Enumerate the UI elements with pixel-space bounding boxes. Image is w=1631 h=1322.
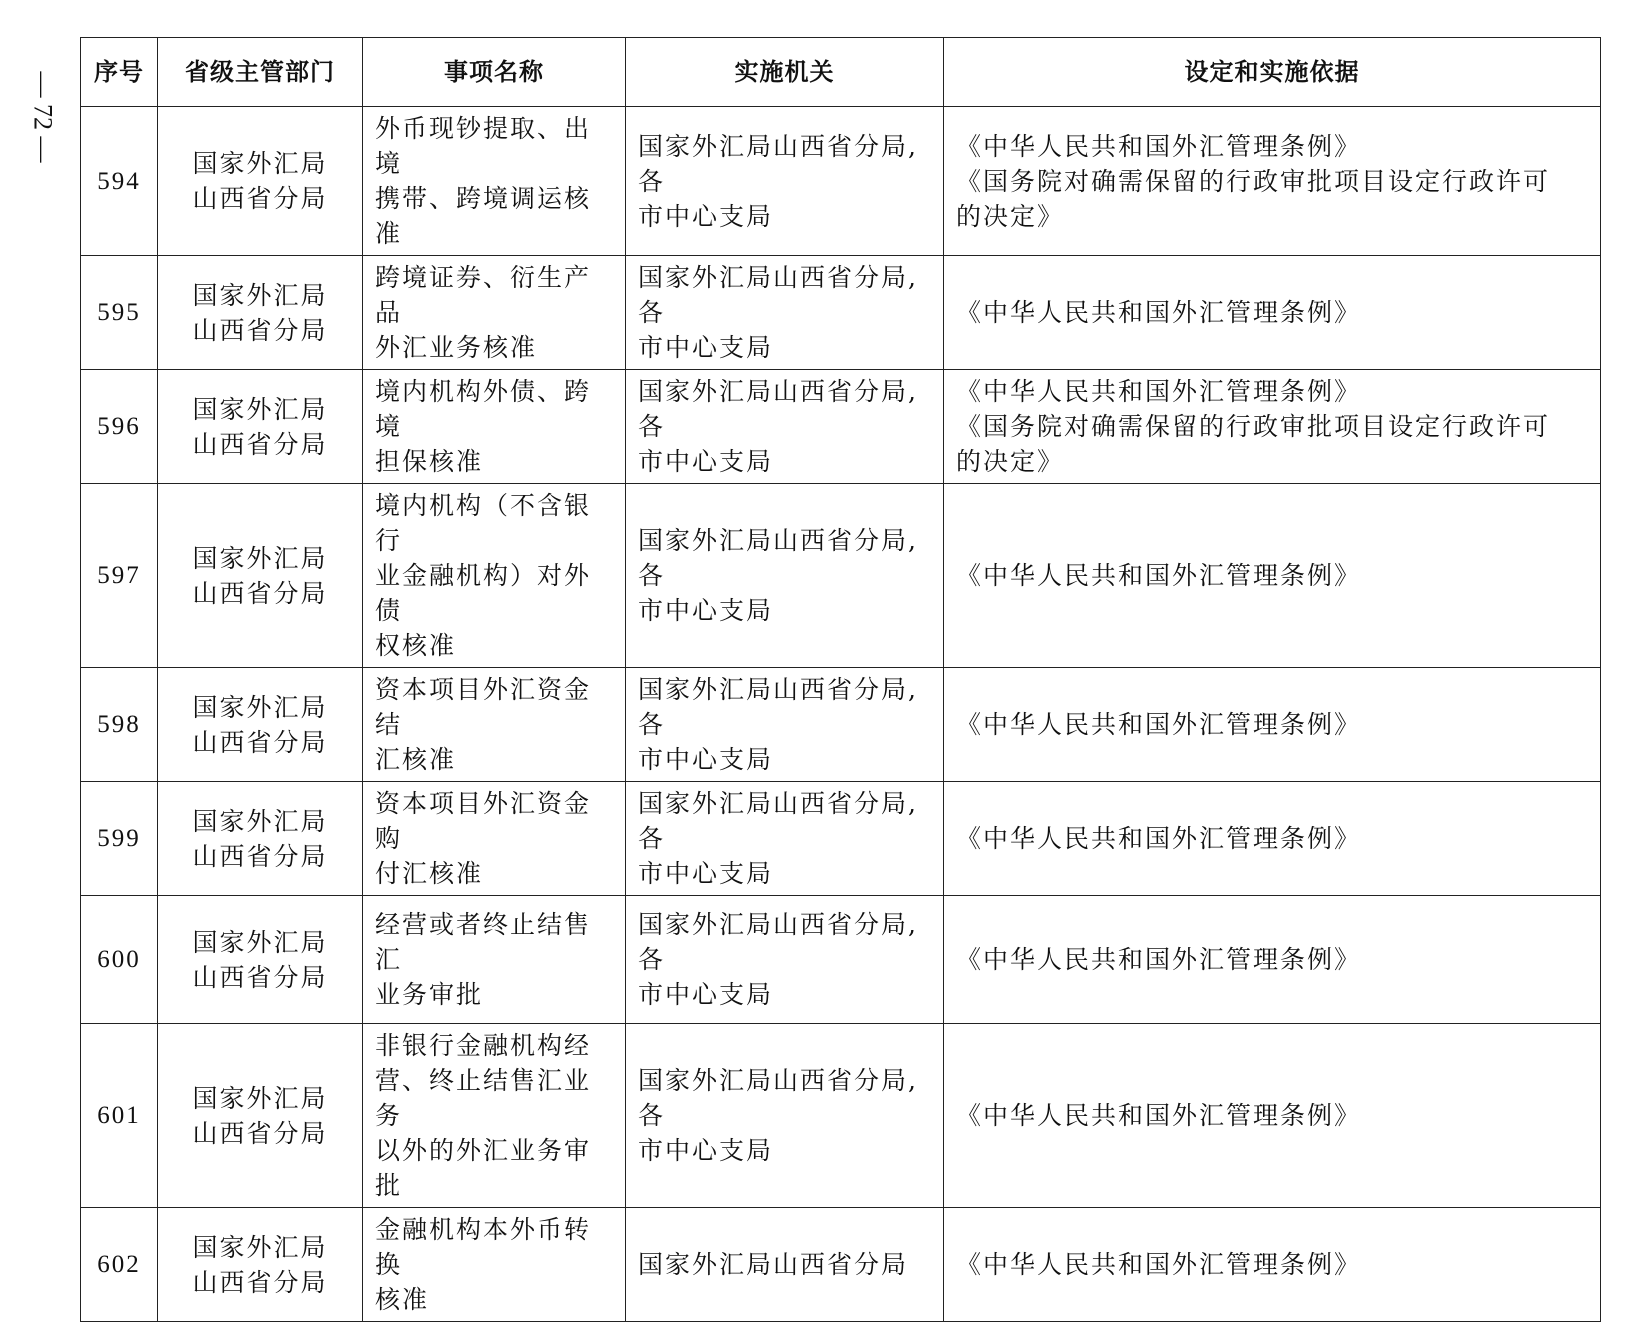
cell-org: 国家外汇局山西省分局,各 市中心支局 xyxy=(626,256,944,370)
cell-no: 599 xyxy=(81,782,158,896)
cell-basis: 《中华人民共和国外汇管理条例》 xyxy=(944,256,1601,370)
cell-no: 595 xyxy=(81,256,158,370)
cell-dept: 国家外汇局 山西省分局 xyxy=(158,484,363,668)
cell-org: 国家外汇局山西省分局,各 市中心支局 xyxy=(626,1024,944,1208)
cell-basis: 《中华人民共和国外汇管理条例》 xyxy=(944,1208,1601,1322)
cell-no: 598 xyxy=(81,668,158,782)
table-row xyxy=(81,107,1601,256)
cell-org: 国家外汇局山西省分局,各 市中心支局 xyxy=(626,484,944,668)
table-header-row xyxy=(81,38,1601,107)
cell-name: 境内机构外债、跨境 担保核准 xyxy=(363,370,626,484)
header-basis: 设定和实施依据 xyxy=(944,38,1601,107)
table-row xyxy=(81,1024,1601,1208)
cell-name: 经营或者终止结售汇 业务审批 xyxy=(363,896,626,1024)
cell-org: 国家外汇局山西省分局,各 市中心支局 xyxy=(626,896,944,1024)
cell-no: 597 xyxy=(81,484,158,668)
cell-org: 国家外汇局山西省分局,各 市中心支局 xyxy=(626,370,944,484)
cell-no: 594 xyxy=(81,107,158,256)
cell-dept: 国家外汇局 山西省分局 xyxy=(158,107,363,256)
cell-basis: 《中华人民共和国外汇管理条例》 xyxy=(944,668,1601,782)
cell-name: 金融机构本外币转换 核准 xyxy=(363,1208,626,1322)
header-org: 实施机关 xyxy=(626,38,944,107)
cell-no: 596 xyxy=(81,370,158,484)
cell-basis: 《中华人民共和国外汇管理条例》 xyxy=(944,1024,1601,1208)
cell-org: 国家外汇局山西省分局 xyxy=(626,1208,944,1322)
table-row xyxy=(81,896,1601,1024)
cell-no: 600 xyxy=(81,896,158,1024)
cell-basis: 《中华人民共和国外汇管理条例》 xyxy=(944,896,1601,1024)
page-number-text: — 72 — xyxy=(28,71,57,163)
cell-basis: 《中华人民共和国外汇管理条例》 xyxy=(944,484,1601,668)
cell-no: 601 xyxy=(81,1024,158,1208)
cell-name: 外币现钞提取、出境 携带、跨境调运核准 xyxy=(363,107,626,256)
header-no: 序号 xyxy=(81,38,158,107)
cell-dept: 国家外汇局 山西省分局 xyxy=(158,1208,363,1322)
cell-basis: 《中华人民共和国外汇管理条例》 《国务院对确需保留的行政审批项目设定行政许可 的决定》 xyxy=(944,370,1601,484)
cell-org: 国家外汇局山西省分局,各 市中心支局 xyxy=(626,668,944,782)
cell-basis: 《中华人民共和国外汇管理条例》 《国务院对确需保留的行政审批项目设定行政许可 的决定》 xyxy=(944,107,1601,256)
table-row xyxy=(81,668,1601,782)
table-row xyxy=(81,1208,1601,1322)
cell-name: 境内机构（不含银行 业金融机构）对外债 权核准 xyxy=(363,484,626,668)
cell-dept: 国家外汇局 山西省分局 xyxy=(158,896,363,1024)
cell-dept: 国家外汇局 山西省分局 xyxy=(158,1024,363,1208)
header-name: 事项名称 xyxy=(363,38,626,107)
table-row xyxy=(81,370,1601,484)
cell-dept: 国家外汇局 山西省分局 xyxy=(158,370,363,484)
cell-no: 602 xyxy=(81,1208,158,1322)
table-row xyxy=(81,782,1601,896)
page-number xyxy=(22,52,62,182)
cell-org: 国家外汇局山西省分局,各 市中心支局 xyxy=(626,782,944,896)
cell-name: 资本项目外汇资金购 付汇核准 xyxy=(363,782,626,896)
cell-dept: 国家外汇局 山西省分局 xyxy=(158,668,363,782)
header-dept: 省级主管部门 xyxy=(158,38,363,107)
cell-dept: 国家外汇局 山西省分局 xyxy=(158,782,363,896)
cell-name: 跨境证券、衍生产品 外汇业务核准 xyxy=(363,256,626,370)
cell-dept: 国家外汇局 山西省分局 xyxy=(158,256,363,370)
table-row xyxy=(81,484,1601,668)
cell-basis: 《中华人民共和国外汇管理条例》 xyxy=(944,782,1601,896)
table-row xyxy=(81,256,1601,370)
cell-org: 国家外汇局山西省分局,各 市中心支局 xyxy=(626,107,944,256)
administrative-items-table xyxy=(80,37,1601,1322)
cell-name: 非银行金融机构经 营、终止结售汇业务 以外的外汇业务审批 xyxy=(363,1024,626,1208)
cell-name: 资本项目外汇资金结 汇核准 xyxy=(363,668,626,782)
